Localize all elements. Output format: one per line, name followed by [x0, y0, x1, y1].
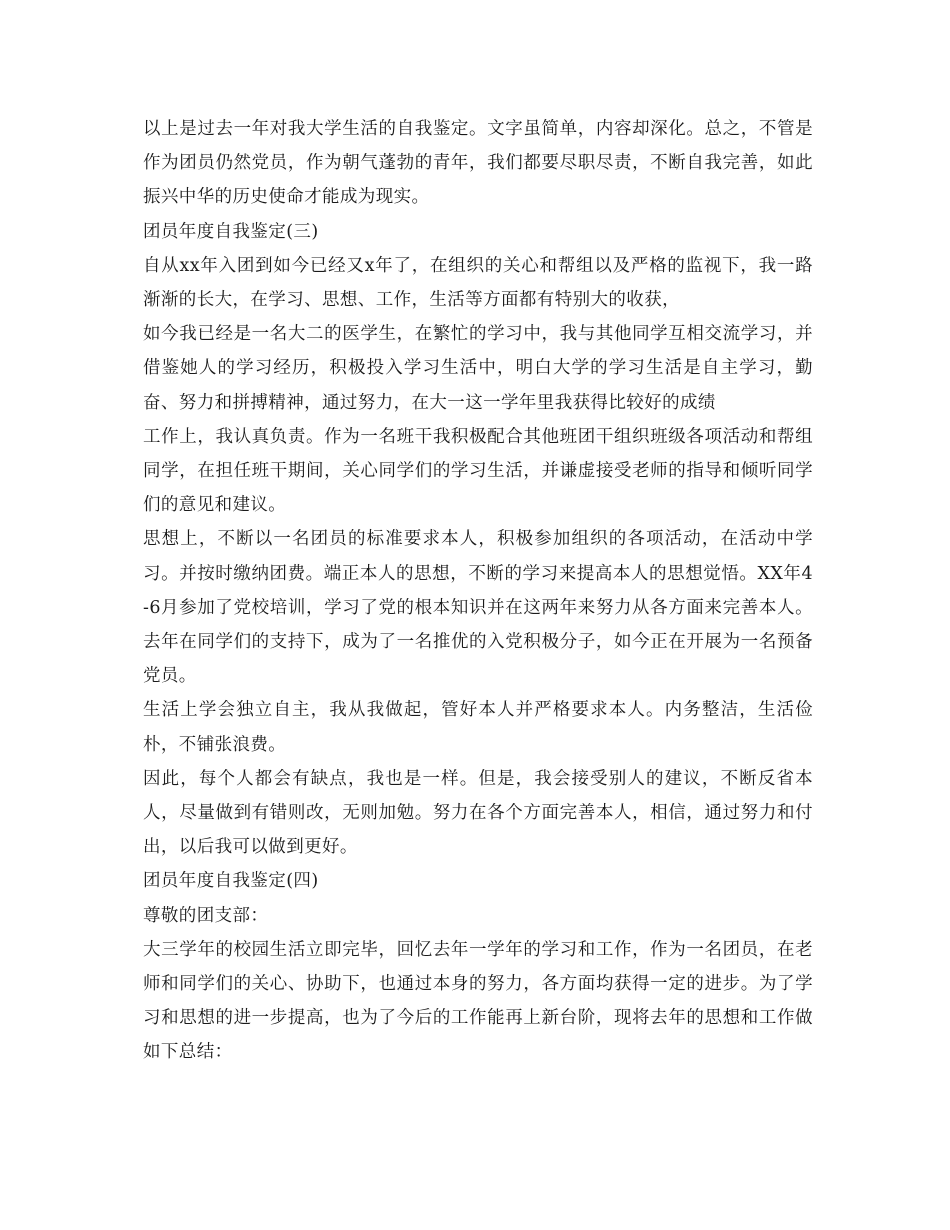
- paragraph-salutation: 尊敬的团支部：: [143, 905, 269, 926]
- paragraph-shortcomings: 因此，每个人都会有缺点，我也是一样。但是，我会接受别人的建议，不断反省本人，尽量做到有错则改，无则加勉。努力在各个方面完善本人，相信，通过努力和付出，以后我可以做到更好。: [143, 768, 813, 858]
- document-page: [143, 112, 813, 1070]
- section-heading-3: 团员年度自我鉴定(三): [143, 221, 319, 242]
- paragraph-thought: 思想上，不断以一名团员的标准要求本人，积极参加组织的各项活动，在活动中学习。并按时缴纳团费。端正本人的思想，不断的学习来提高本人的思想觉悟。XX年4-6月参加了党校培训，学习了党的根本知识并在这两年来努力从各方面来完善本人。去年在同学们的支持下，成为了一名推优的入党积极分子，如今正在开展为一名预备党员。: [143, 529, 813, 687]
- paragraph-summary: 大三学年的校园生活立即完毕，回忆去年一学年的学习和工作，作为一名团员，在老师和同学们的关心、协助下，也通过本身的努力，各方面均获得一定的进步。为了学习和思想的进一步提高，也为了今后的工作能再上新台阶，现将去年的思想和工作做如下总结：: [143, 939, 813, 1063]
- paragraph-intro: 自从xx年入团到如今已经又x年了，在组织的关心和帮组以及严格的监视下，我一路渐渐的长大，在学习、思想、工作，生活等方面都有特别大的收获，: [143, 255, 813, 311]
- paragraph-life: 生活上学会独立自主，我从我做起，管好本人并严格要求本人。内务整洁，生活俭朴，不铺张浪费。: [143, 700, 813, 755]
- paragraph-study: 如今我已经是一名大二的医学生，在繁忙的学习中，我与其他同学互相交流学习，并借鉴她人的学习经历，积极投入学习生活中，明白大学的学习生活是自主学习，勤奋、努力和拼搏精神，通过努力，在大一这一学年里我获得比较好的成绩: [143, 324, 813, 413]
- paragraph-conclusion: 以上是过去一年对我大学生活的自我鉴定。文字虽简单，内容却深化。总之，不管是作为团员仍然党员，作为朝气蓬勃的青年，我们都要尽职尽责，不断自我完善，如此振兴中华的历史使命才能成为现实。: [143, 119, 813, 208]
- paragraph-work: 工作上，我认真负责。作为一名班干我积极配合其他班团干组织班级各项活动和帮组同学，在担任班干期间，关心同学们的学习生活，并谦虚接受老师的指导和倾听同学们的意见和建议。: [143, 426, 813, 516]
- section-heading-4: 团员年度自我鉴定(四): [143, 871, 319, 892]
